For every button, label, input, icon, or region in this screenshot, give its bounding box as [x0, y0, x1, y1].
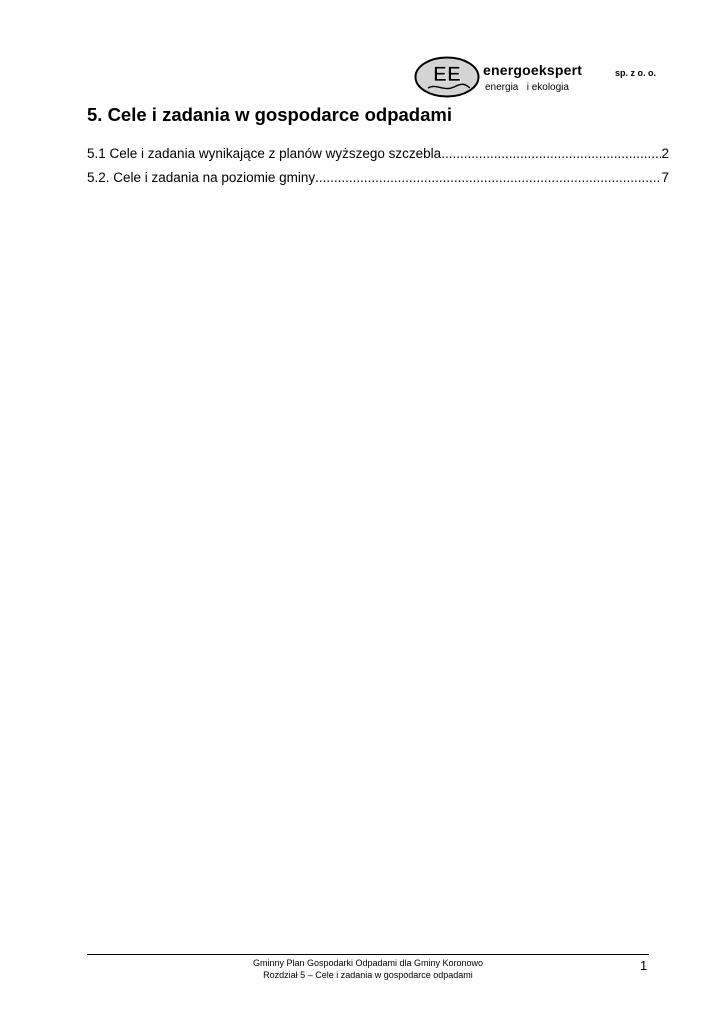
ee-logo-mark	[414, 56, 480, 98]
chapter-title: 5. Cele i zadania w gospodarce odpadami	[87, 104, 452, 125]
footer-divider	[87, 954, 649, 955]
toc-entry-label: 5.2. Cele i zadania na poziomie gminy	[87, 170, 316, 185]
toc-dot-leader	[315, 170, 661, 185]
footer-chapter-title: Rozdział 5 – Cele i zadania w gospodarce odpadami	[263, 970, 473, 980]
company-legal-form: sp. z o. o.	[615, 68, 657, 78]
footer-document-title: Gminny Plan Gospodarki Odpadami dla Gminy Koronowo	[252, 958, 484, 968]
company-logo	[414, 56, 674, 100]
footer-caption	[200, 957, 536, 981]
toc-entry[interactable]	[87, 146, 669, 170]
toc-entry-label: 5.1 Cele i zadania wynikające z planów wyższego szczebla	[87, 146, 442, 161]
logo-monogram: EE	[432, 63, 462, 86]
toc-entry-page: 2	[661, 146, 669, 161]
company-name: energoekspert	[483, 62, 583, 78]
toc-entry[interactable]	[87, 170, 669, 194]
toc-dot-leader	[441, 146, 661, 161]
table-of-contents	[87, 146, 669, 194]
company-tagline: energia i ekologia	[485, 82, 569, 93]
page-number: 1	[640, 958, 648, 973]
toc-entry-page: 7	[661, 170, 669, 185]
